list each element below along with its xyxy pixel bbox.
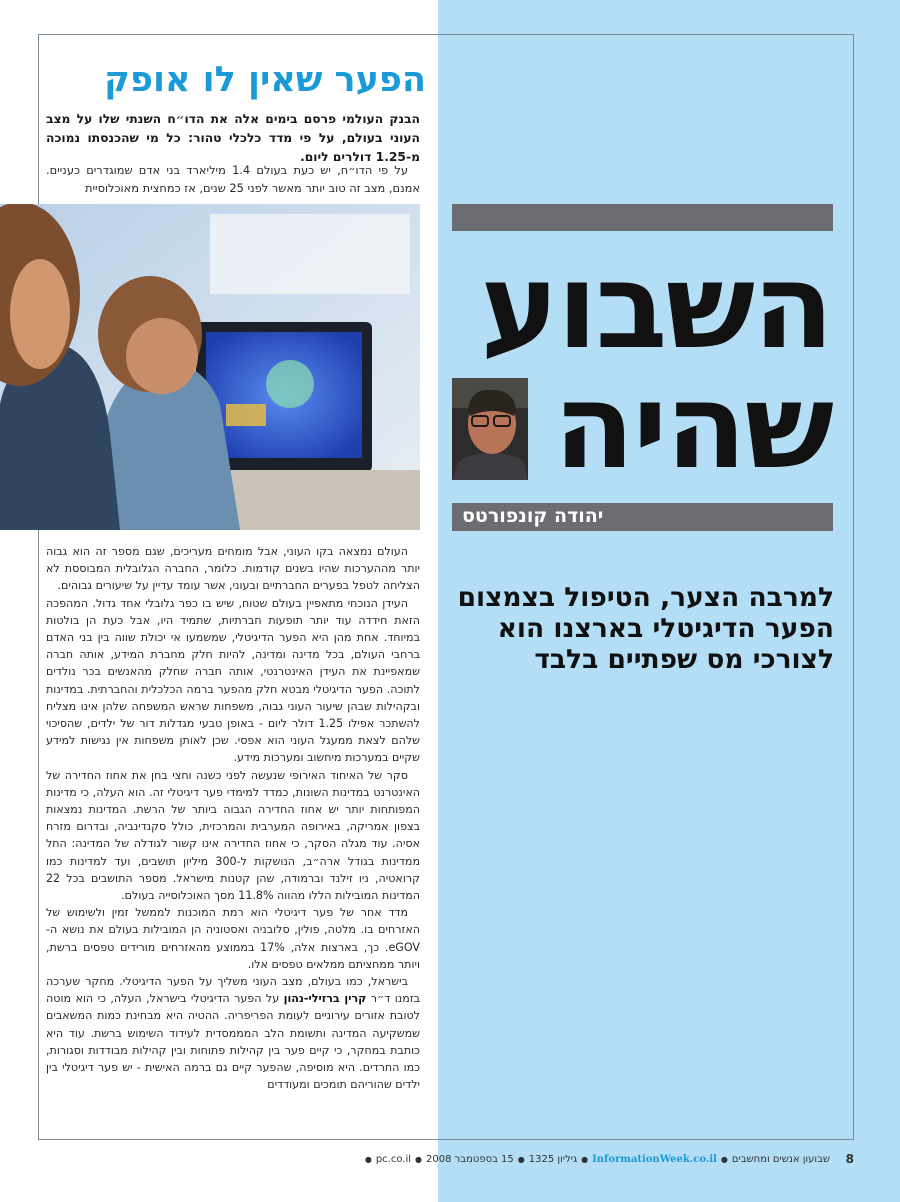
column-brand-line2: שהיה xyxy=(553,357,832,495)
paragraph: על פי הדו״ח, יש כעת בעולם 1.4 מיליארד בני אדם שמוגדרים כעניים. אמנם, מצב זה טוב יותר מאשר לפני 25 שנים, אז כמחצית מאוכלוסיית xyxy=(46,163,420,195)
author-name: יהודה קונפורטס xyxy=(462,505,604,527)
paragraph: העידן הנוכחי מתאפיין בעולם שטוח, שיש בו כפר גלובלי אחד גדול. המהפכה הזאת חידדה עוד יותר תופעות חברתיות, שתמיד היו, אבל כעת הן בולטות במיוחד. אחת מהן היא הפער הדיגיטלי, שמשמעו אי יכולת שווה בין בני האדם ברחבי העולם, בכל מדינה ומדינה, להיות חלק מחברת המידע, אותה חברה שמאפיינת את העידן האינטרנטי, אותה חברה שחלק מהאנשים בכר נולדים לתוכה. הפער הדיגיטלי מבטא חלק מהפער ברמה הכלכלית והחברתית. במדינות ובקהילות שבהן שיעור העוני גבוה, משפחות שראש המשפחה שלהן אינו מצליח להשתכר אפילו 1.25 דולר ליום - באופן טבעי מגדלות דור של ילדים, שהסיכוי שלהם לצאת ממעגל העוני הוא אפסי. שכן לאותן משפחות אין נגישות למידע שקיים במערכות מיחשוב ומערכות מידע. xyxy=(46,596,420,765)
page-number: 8 xyxy=(845,1152,854,1166)
bullet-icon: ● xyxy=(415,1155,422,1164)
website-link[interactable]: InformationWeek.co.il xyxy=(592,1154,717,1165)
column-brand-line1: השבוע xyxy=(480,237,832,375)
issue-date: 15 בספטמבר 2008 xyxy=(426,1154,514,1165)
secondary-website-link[interactable]: pc.co.il xyxy=(375,1154,412,1165)
bullet-icon: ● xyxy=(364,1155,372,1164)
bullet-icon: ● xyxy=(720,1155,728,1164)
text-span: על הפער הדיגיטלי בישראל, העלה, כי הוא מוטה לטובת אזורים עירוניים לעומת הפריפריה. ההטיה היא מבחינת כמות המשאבים שמשקיעה המדינה ותשומת הלב המממסדית לעידוד השימוש ברשת. עוד היא כותבת במחקר, כי קיים פער בין קהילות פתוחות ובין קהילות מבודדות וסגורות, כמו החרדים. היא מוסיפה, שהפער קיים גם ברמה האישית - יש פער דיגיטלי בין ילדים שהוריהם תומכים ומעודדים xyxy=(46,992,420,1092)
researcher-name: קרין ברזילי-נהון xyxy=(283,992,367,1006)
publication-name: שבועון אנשים ומחשבים xyxy=(731,1154,830,1165)
bullet-icon: ● xyxy=(517,1155,525,1164)
author-bar xyxy=(452,503,833,531)
article-lead: הבנק העולמי פרסם בימים אלה את הדו״ח השנתי שלו על מצב העוני בעולם, על פי מדד כלכלי טהור: כל מי שהכנסתו נמוכה מ-1.25 דולרים ליום. xyxy=(46,112,420,164)
bullet-icon: ● xyxy=(581,1155,589,1164)
page-footer xyxy=(40,1152,860,1174)
article-body xyxy=(46,543,420,1094)
footer-items xyxy=(361,1154,830,1165)
author-portrait xyxy=(452,378,528,480)
children-computer-photo xyxy=(0,204,420,530)
article-title: הפער שאין לו אופק xyxy=(104,60,426,100)
paragraph: העולם נמצאה בקו העוני, אבל מומחים מעריכים, שגם מספר זה הוא גבוה יותר מההערכות שהיו בשנים קודמות. כלומר, החברה הגלובלית המבוססת לא הצליחה לטפל בפערים החברתיים ובעוני, אשר עומד עדיין על שיעורים גבוהים. xyxy=(46,545,420,593)
paragraph: מדד אחר של פער דיגיטלי הוא רמת המוכנות לממשל זמין ולשימוש של האזרחים בו. מלטה, פולין, סלובניה ואסטוניה הן המובילות בעולם את נושא ה-eGOV. כך, בארצות אלה, 17% בממוצע מהאזרחים מורידים טפסים ברשת, ויותר ממחציתם ממלאים טפסים אלו. xyxy=(46,906,420,971)
pull-quote: למרבה הצער, הטיפול בצמצום הפער הדיגיטלי בארצנו הוא לצורכי מס שפתיים בלבד xyxy=(457,582,834,675)
article-top-paragraph xyxy=(46,162,420,197)
text-span: בישראל, כמו בעולם, מצב העוני משליך על הפער הדיגיטלי. מחקר שערכה בזמנו ד״ר xyxy=(46,975,420,1006)
column-header-bar xyxy=(452,204,833,231)
paragraph xyxy=(46,973,420,1093)
issue-number: גיליון 1325 xyxy=(528,1154,578,1165)
paragraph: סקר של האיחוד האירופי שנעשה לפני כשנה וחצי בחן את אחוז החדירה של האינטרנט במדינות השונות, כמדד למימדי פער דיגיטלי זה. הוא העלה, כי מדינות המפותחות יותר יש אחוז החדירה הגבוה ביותר של הרשת. המדינות נמצאות בצפון אמריקה, באירופה המערבית והמרכזית, כולל סקנדינביה, ובדרום מזרח אסיה. עוד מגלה הסקר, כי אחוז החדירה אינו קשור לגודלה של המדינה: החל ממדינות בגודל ארה״ב, הנושקות ל-300 מיליון תושבים, ועד למדינות כמו קרואטיה, ניו זילנד וברמודה, שהן קטנות מישראל. מספר התושבים בכל 22 המדינות המובילות הללו מהווה 11.8% מסך האוכלוסייה בעולם. xyxy=(46,768,420,903)
